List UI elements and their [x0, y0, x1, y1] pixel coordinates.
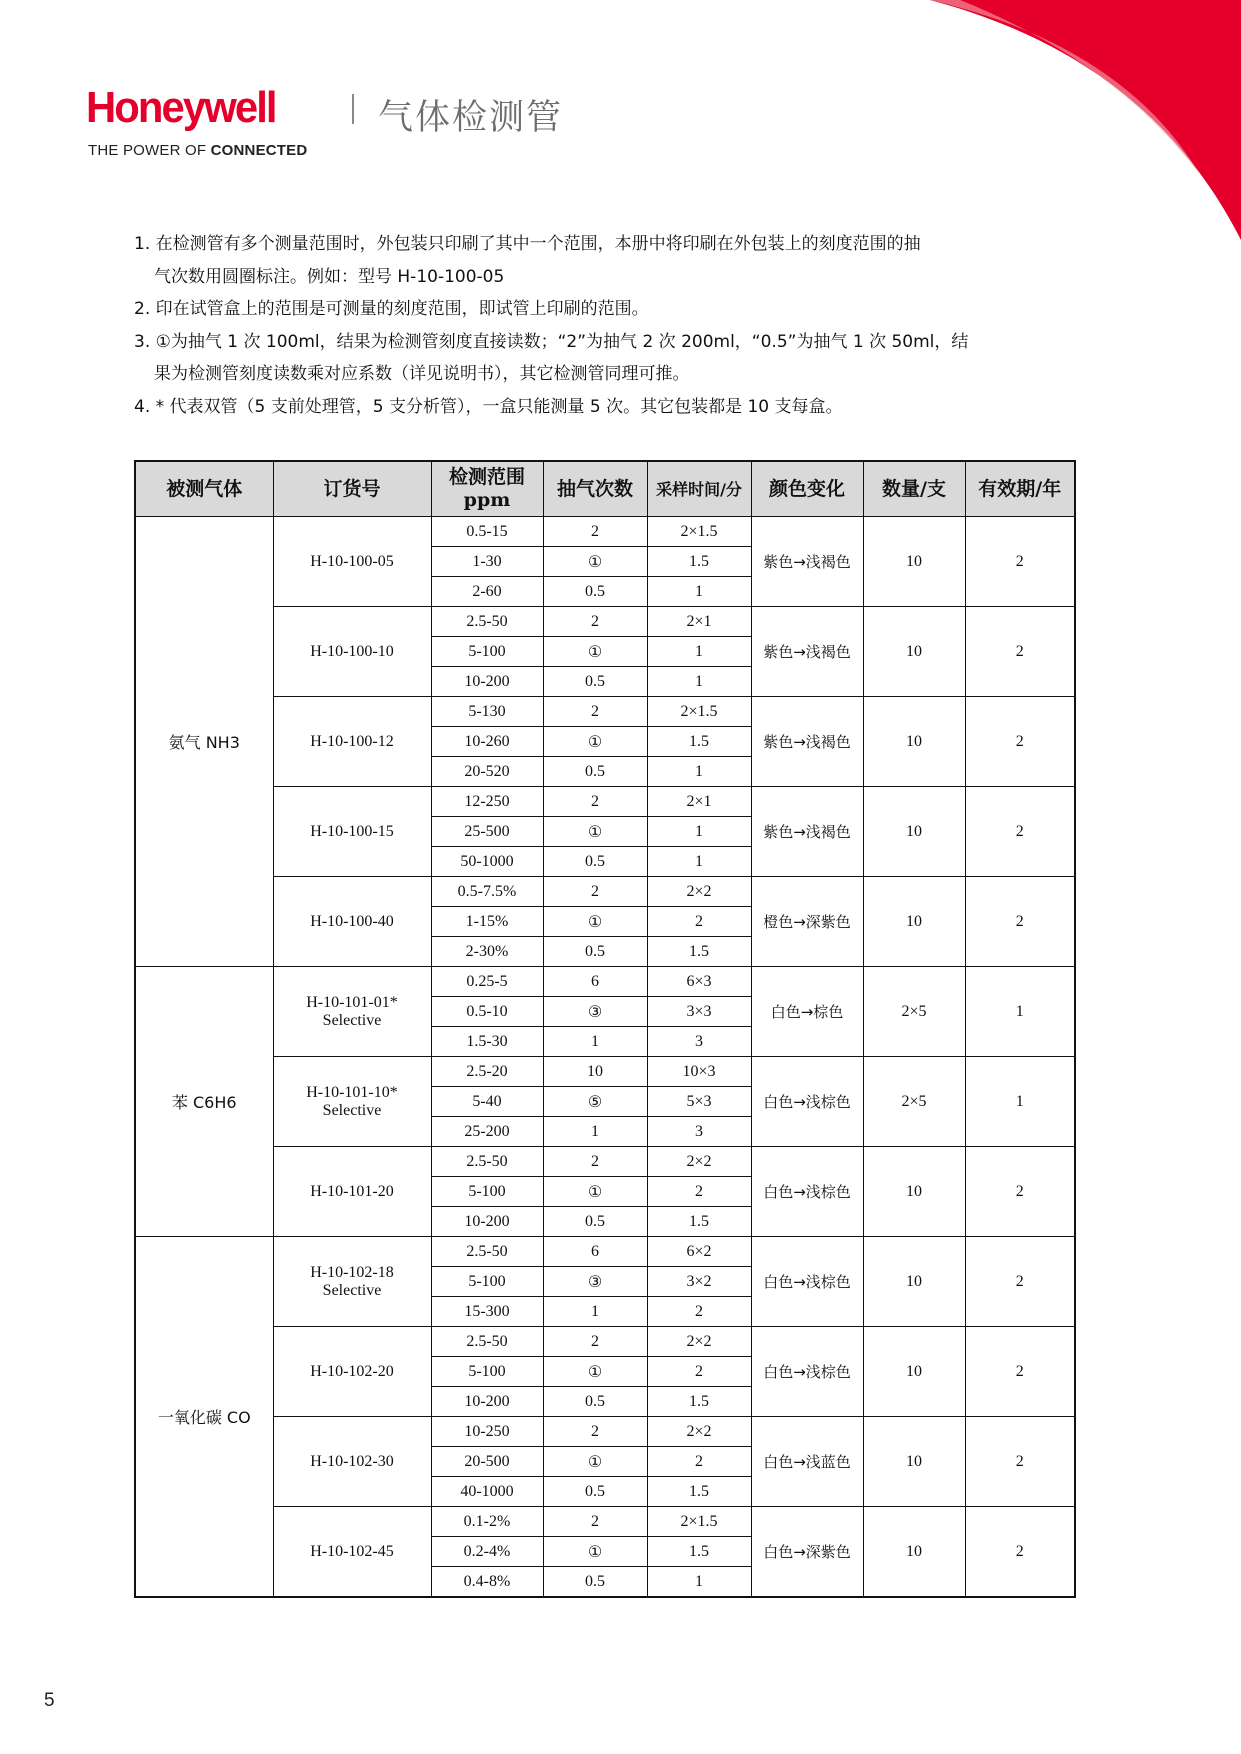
range-cell: 5-100	[431, 1177, 543, 1207]
quantity: 10	[863, 1327, 965, 1417]
order-number-text: H-10-102-45	[310, 1542, 394, 1560]
header-sampling-time: 采样时间/分	[647, 461, 751, 517]
order-number	[273, 607, 431, 697]
sampling-time-cell: 3×2	[647, 1267, 751, 1297]
sampling-time-cell: 3	[647, 1027, 751, 1057]
sampling-time-cell: 2	[647, 1297, 751, 1327]
quantity: 10	[863, 1507, 965, 1598]
pumps-cell: 0.5	[543, 847, 647, 877]
shelf-life: 2	[965, 1507, 1075, 1598]
range-cell: 0.25-5	[431, 967, 543, 997]
brand-tagline: THE POWER OF CONNECTED	[88, 142, 308, 159]
range-cell: 10-250	[431, 1417, 543, 1447]
range-cell: 40-1000	[431, 1477, 543, 1507]
selective-label: Selective	[322, 1281, 382, 1299]
order-number	[273, 967, 431, 1057]
table-row	[135, 1237, 1075, 1267]
shelf-life: 2	[965, 1327, 1075, 1417]
sampling-time-cell: 1	[647, 667, 751, 697]
order-number	[273, 1147, 431, 1237]
order-number-text: H-10-100-10	[310, 642, 394, 660]
order-number	[273, 877, 431, 967]
table-row	[135, 697, 1075, 727]
gas-name: 氨气 NH3	[135, 517, 273, 967]
pumps-cell: ①	[543, 907, 647, 937]
order-number-text: H-10-101-10*	[306, 1083, 398, 1101]
note-line: 气次数用圆圈标注。例如：型号 H-10-100-05	[154, 266, 505, 287]
header-separator	[352, 94, 354, 124]
table-header-row	[135, 461, 1075, 517]
order-number	[273, 517, 431, 607]
sampling-time-cell: 6×3	[647, 967, 751, 997]
shelf-life: 2	[965, 517, 1075, 607]
sampling-time-cell: 1.5	[647, 1207, 751, 1237]
header-color-change: 颜色变化	[751, 461, 863, 517]
color-change: 白色→棕色	[751, 967, 863, 1057]
pumps-cell: ①	[543, 727, 647, 757]
pumps-cell: ①	[543, 637, 647, 667]
selective-label: Selective	[322, 1011, 382, 1029]
sampling-time-cell: 2×2	[647, 1147, 751, 1177]
table-row	[135, 877, 1075, 907]
notes	[134, 228, 1014, 423]
range-cell: 1.5-30	[431, 1027, 543, 1057]
sampling-time-cell: 1	[647, 847, 751, 877]
color-change: 白色→浅棕色	[751, 1057, 863, 1147]
order-number	[273, 1417, 431, 1507]
header-shelf-life: 有效期/年	[965, 461, 1075, 517]
pumps-cell: 6	[543, 967, 647, 997]
range-cell: 0.4-8%	[431, 1567, 543, 1598]
table-row	[135, 517, 1075, 547]
sampling-time-cell: 2×2	[647, 1417, 751, 1447]
quantity: 2×5	[863, 967, 965, 1057]
range-cell: 10-200	[431, 1207, 543, 1237]
range-cell: 5-130	[431, 697, 543, 727]
sampling-time-cell: 1.5	[647, 1537, 751, 1567]
range-cell: 0.5-10	[431, 997, 543, 1027]
pumps-cell: ①	[543, 1177, 647, 1207]
range-cell: 15-300	[431, 1297, 543, 1327]
color-change: 白色→浅棕色	[751, 1147, 863, 1237]
quantity: 10	[863, 517, 965, 607]
pumps-cell: 2	[543, 1327, 647, 1357]
sampling-time-cell: 5×3	[647, 1087, 751, 1117]
pumps-cell: 10	[543, 1057, 647, 1087]
table-row	[135, 787, 1075, 817]
pumps-cell: ①	[543, 1537, 647, 1567]
shelf-life: 1	[965, 1057, 1075, 1147]
note-line: 果为检测管刻度读数乘对应系数（详见说明书），其它检测管同理可推。	[154, 364, 690, 384]
pumps-cell: 2	[543, 787, 647, 817]
page-number: 5	[44, 1690, 55, 1711]
pumps-cell: 1	[543, 1297, 647, 1327]
pumps-cell: ①	[543, 1357, 647, 1387]
gas-name: 一氧化碳 CO	[135, 1237, 273, 1598]
sampling-time-cell: 1.5	[647, 1387, 751, 1417]
pumps-cell: 0.5	[543, 1477, 647, 1507]
header-quantity: 数量/支	[863, 461, 965, 517]
pumps-cell: 1	[543, 1027, 647, 1057]
sampling-time-cell: 2	[647, 1447, 751, 1477]
pumps-cell: 2	[543, 877, 647, 907]
shelf-life: 1	[965, 967, 1075, 1057]
shelf-life: 2	[965, 697, 1075, 787]
range-cell: 2.5-50	[431, 607, 543, 637]
gas-name: 苯 C6H6	[135, 967, 273, 1237]
range-cell: 10-260	[431, 727, 543, 757]
range-cell: 50-1000	[431, 847, 543, 877]
range-cell: 25-500	[431, 817, 543, 847]
sampling-time-cell: 1.5	[647, 727, 751, 757]
pumps-cell: 0.5	[543, 1207, 647, 1237]
range-cell: 0.1-2%	[431, 1507, 543, 1537]
pumps-cell: ⑤	[543, 1087, 647, 1117]
sampling-time-cell: 2	[647, 1177, 751, 1207]
range-cell: 0.5-15	[431, 517, 543, 547]
range-cell: 1-30	[431, 547, 543, 577]
sampling-time-cell: 3	[647, 1117, 751, 1147]
range-cell: 2.5-20	[431, 1057, 543, 1087]
page-title: 气体检测管	[378, 98, 564, 138]
sampling-time-cell: 1.5	[647, 937, 751, 967]
table-row	[135, 1147, 1075, 1177]
order-number-text: H-10-102-30	[310, 1452, 394, 1470]
pumps-cell: ①	[543, 817, 647, 847]
shelf-life: 2	[965, 1147, 1075, 1237]
quantity: 10	[863, 877, 965, 967]
quantity: 10	[863, 697, 965, 787]
note-line: 2. 印在试管盒上的范围是可测量的刻度范围，即试管上印刷的范围。	[134, 299, 649, 319]
range-cell: 20-520	[431, 757, 543, 787]
order-number-text: H-10-100-05	[310, 552, 394, 570]
sampling-time-cell: 2×1	[647, 787, 751, 817]
pumps-cell: 0.5	[543, 757, 647, 787]
pumps-cell: 2	[543, 607, 647, 637]
quantity: 10	[863, 1147, 965, 1237]
order-number-text: H-10-101-20	[310, 1182, 394, 1200]
order-number	[273, 1057, 431, 1147]
header-gas: 被测气体	[135, 461, 273, 517]
sampling-time-cell: 6×2	[647, 1237, 751, 1267]
sampling-time-cell: 1	[647, 637, 751, 667]
sampling-time-cell: 1.5	[647, 1477, 751, 1507]
order-number	[273, 787, 431, 877]
table-row	[135, 607, 1075, 637]
table-row	[135, 967, 1075, 997]
sampling-time-cell: 2×2	[647, 877, 751, 907]
order-number	[273, 1237, 431, 1327]
shelf-life: 2	[965, 877, 1075, 967]
table-row	[135, 1507, 1075, 1537]
sampling-time-cell: 3×3	[647, 997, 751, 1027]
sampling-time-cell: 2	[647, 907, 751, 937]
pumps-cell: 1	[543, 1117, 647, 1147]
sampling-time-cell: 1	[647, 757, 751, 787]
order-number-text: H-10-100-40	[310, 912, 394, 930]
order-number	[273, 1507, 431, 1598]
range-cell: 5-40	[431, 1087, 543, 1117]
pumps-cell: ③	[543, 1267, 647, 1297]
range-cell: 0.5-7.5%	[431, 877, 543, 907]
header-range: 检测范围 ppm	[431, 461, 543, 517]
pumps-cell: 0.5	[543, 577, 647, 607]
color-change: 橙色→深紫色	[751, 877, 863, 967]
header-order: 订货号	[273, 461, 431, 517]
range-cell: 5-100	[431, 637, 543, 667]
sampling-time-cell: 2×1.5	[647, 517, 751, 547]
range-cell: 1-15%	[431, 907, 543, 937]
range-cell: 0.2-4%	[431, 1537, 543, 1567]
pumps-cell: 2	[543, 517, 647, 547]
pumps-cell: 0.5	[543, 1567, 647, 1598]
range-cell: 10-200	[431, 1387, 543, 1417]
table-row	[135, 1327, 1075, 1357]
sampling-time-cell: 1	[647, 1567, 751, 1598]
color-change: 白色→浅棕色	[751, 1237, 863, 1327]
table-row	[135, 1057, 1075, 1087]
header-pumps: 抽气次数	[543, 461, 647, 517]
pumps-cell: ③	[543, 997, 647, 1027]
color-change: 紫色→浅褐色	[751, 697, 863, 787]
sampling-time-cell: 2×2	[647, 1327, 751, 1357]
quantity: 10	[863, 1237, 965, 1327]
sampling-time-cell: 1	[647, 577, 751, 607]
pumps-cell: ①	[543, 547, 647, 577]
table-body	[135, 517, 1075, 1598]
pumps-cell: 0.5	[543, 1387, 647, 1417]
shelf-life: 2	[965, 1417, 1075, 1507]
range-cell: 20-500	[431, 1447, 543, 1477]
pumps-cell: 0.5	[543, 937, 647, 967]
pumps-cell: 2	[543, 1147, 647, 1177]
color-change: 白色→浅棕色	[751, 1327, 863, 1417]
sampling-time-cell: 1.5	[647, 547, 751, 577]
pumps-cell: ①	[543, 1447, 647, 1477]
sampling-time-cell: 2	[647, 1357, 751, 1387]
order-number-text: H-10-100-15	[310, 822, 394, 840]
color-change: 紫色→浅褐色	[751, 517, 863, 607]
range-cell: 10-200	[431, 667, 543, 697]
pumps-cell: 2	[543, 1417, 647, 1447]
note-line: 3. ①为抽气 1 次 100ml，结果为检测管刻度直接读数；“2”为抽气 2 次 200ml，“0.5”为抽气 1 次 50ml，结	[134, 331, 969, 352]
range-cell: 2-30%	[431, 937, 543, 967]
pumps-cell: 0.5	[543, 667, 647, 697]
pumps-cell: 2	[543, 697, 647, 727]
range-cell: 2.5-50	[431, 1327, 543, 1357]
quantity: 2×5	[863, 1057, 965, 1147]
order-number-text: H-10-101-01*	[306, 993, 398, 1011]
range-cell: 25-200	[431, 1117, 543, 1147]
sampling-time-cell: 2×1.5	[647, 697, 751, 727]
sampling-time-cell: 10×3	[647, 1057, 751, 1087]
shelf-life: 2	[965, 1237, 1075, 1327]
quantity: 10	[863, 607, 965, 697]
color-change: 白色→浅蓝色	[751, 1417, 863, 1507]
note-line: 1. 在检测管有多个测量范围时，外包装只印刷了其中一个范围，本册中将印刷在外包装上的刻度范围的抽	[134, 234, 921, 254]
table-row	[135, 1417, 1075, 1447]
sampling-time-cell: 2×1.5	[647, 1507, 751, 1537]
quantity: 10	[863, 787, 965, 877]
range-cell: 5-100	[431, 1357, 543, 1387]
pumps-cell: 6	[543, 1237, 647, 1267]
quantity: 10	[863, 1417, 965, 1507]
range-cell: 5-100	[431, 1267, 543, 1297]
color-change: 紫色→浅褐色	[751, 607, 863, 697]
note-line: 4. * 代表双管（5 支前处理管，5 支分析管），一盒只能测量 5 次。其它包装都是 10 支每盒。	[134, 396, 843, 417]
range-cell: 2.5-50	[431, 1147, 543, 1177]
honeywell-logo: Honeywell	[86, 83, 276, 132]
range-cell: 2.5-50	[431, 1237, 543, 1267]
order-number	[273, 697, 431, 787]
range-cell: 2-60	[431, 577, 543, 607]
order-number	[273, 1327, 431, 1417]
range-cell: 12-250	[431, 787, 543, 817]
sampling-time-cell: 1	[647, 817, 751, 847]
shelf-life: 2	[965, 607, 1075, 697]
sampling-time-cell: 2×1	[647, 607, 751, 637]
order-number-text: H-10-102-18	[310, 1263, 394, 1281]
selective-label: Selective	[322, 1101, 382, 1119]
detection-tube-table	[134, 460, 1076, 1598]
order-number-text: H-10-102-20	[310, 1362, 394, 1380]
color-change: 白色→深紫色	[751, 1507, 863, 1598]
color-change: 紫色→浅褐色	[751, 787, 863, 877]
pumps-cell: 2	[543, 1507, 647, 1537]
order-number-text: H-10-100-12	[310, 732, 394, 750]
shelf-life: 2	[965, 787, 1075, 877]
